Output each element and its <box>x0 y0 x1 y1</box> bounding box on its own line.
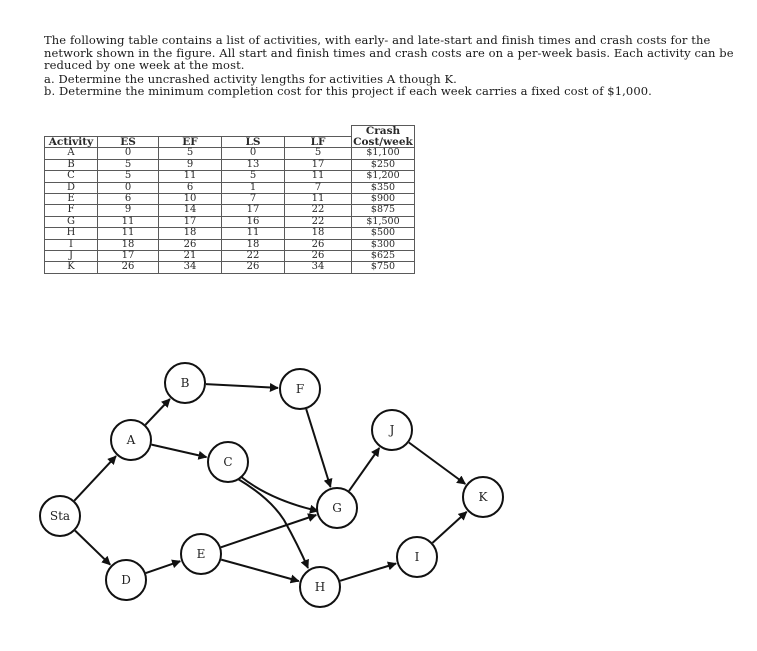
node-b <box>165 363 205 403</box>
table-cell: G <box>45 216 98 227</box>
table-cell: $625 <box>352 250 415 261</box>
table-cell: 1 <box>222 182 285 193</box>
table-cell: $1,500 <box>352 216 415 227</box>
col-header: Cost/week <box>353 135 413 148</box>
node-label: G <box>332 501 342 515</box>
table-cell: 11 <box>222 228 285 239</box>
node-label: C <box>223 455 233 469</box>
table-cell: 11 <box>159 171 222 182</box>
table-cell: $1,200 <box>352 171 415 182</box>
table-cell: 11 <box>98 228 159 239</box>
table-cell: C <box>45 171 98 182</box>
node-g <box>317 488 357 528</box>
table-cell: 0 <box>98 148 159 159</box>
table-cell: 22 <box>285 216 352 227</box>
part-a: a. Determine the uncrashed activity lengths for activities A though K. <box>44 71 457 86</box>
table-cell: D <box>45 182 98 193</box>
table-cell: 26 <box>159 239 222 250</box>
node-f <box>280 369 320 409</box>
table-cell: 18 <box>222 239 285 250</box>
table-cell: 16 <box>222 216 285 227</box>
table-cell: 34 <box>285 262 352 273</box>
table-cell: J <box>45 250 98 261</box>
edge-i-k <box>433 512 467 543</box>
edge-d-e <box>146 561 180 573</box>
col-header: Activity <box>45 136 98 147</box>
table-cell: 26 <box>98 262 159 273</box>
table-cell: 17 <box>222 205 285 216</box>
table-cell: 7 <box>285 182 352 193</box>
table-cell: 17 <box>285 159 352 170</box>
node-label: J <box>389 423 395 437</box>
table-cell: 9 <box>98 205 159 216</box>
edge-e-h <box>221 560 299 582</box>
table-cell: A <box>45 148 98 159</box>
table-cell: 11 <box>285 193 352 204</box>
crash-header: Crash <box>352 126 415 137</box>
table-cell: F <box>45 205 98 216</box>
node-label: A <box>126 433 136 447</box>
node-e <box>181 534 221 574</box>
table-cell: 0 <box>98 182 159 193</box>
table-cell: 17 <box>159 216 222 227</box>
table-cell: 26 <box>222 262 285 273</box>
table-cell: 13 <box>222 159 285 170</box>
table-cell: K <box>45 262 98 273</box>
node-sta <box>40 496 80 536</box>
edge-e-g <box>221 515 316 547</box>
node-label: E <box>196 547 206 561</box>
part-b: b. Determine the minimum completion cost for this project if each week carries a fixed cost of $1,000. <box>44 84 652 98</box>
table-cell: H <box>45 228 98 239</box>
table-cell: $350 <box>352 182 415 193</box>
edge-f-g <box>306 409 330 487</box>
node-h <box>300 567 340 607</box>
node-a <box>111 420 151 460</box>
table-cell: 18 <box>159 228 222 239</box>
edge-sta-a <box>74 456 116 501</box>
edge-a-c <box>152 445 207 458</box>
table-cell: 11 <box>285 171 352 182</box>
table-cell: 5 <box>98 159 159 170</box>
table-cell: 26 <box>285 250 352 261</box>
table-cell: 11 <box>98 216 159 227</box>
table-cell: $750 <box>352 262 415 273</box>
intro-line-3: reduced by one week at the most. <box>44 58 245 72</box>
edge-j-k <box>409 443 465 485</box>
col-header: EF <box>159 136 222 147</box>
table-cell: 18 <box>285 228 352 239</box>
node-label: F <box>295 382 305 396</box>
table-cell: 6 <box>159 182 222 193</box>
node-label: H <box>314 580 326 594</box>
table-cell: $875 <box>352 205 415 216</box>
table-cell: B <box>45 159 98 170</box>
table-cell: 34 <box>159 262 222 273</box>
table-cell: $1,100 <box>352 148 415 159</box>
edge-h-i <box>340 564 396 581</box>
edge-a-b <box>145 399 170 425</box>
table-cell: 22 <box>285 205 352 216</box>
edge-c-g <box>240 476 318 511</box>
edge-sta-d <box>75 531 110 565</box>
table-cell: $300 <box>352 239 415 250</box>
table-cell: 6 <box>98 193 159 204</box>
table-cell: 9 <box>159 159 222 170</box>
table-cell: 22 <box>222 250 285 261</box>
table-cell: 5 <box>98 171 159 182</box>
node-d <box>106 560 146 600</box>
table-cell: I <box>45 239 98 250</box>
node-c <box>208 442 248 482</box>
node-k <box>463 477 503 517</box>
table-cell: 26 <box>285 239 352 250</box>
col-header: LF <box>285 136 352 147</box>
table-cell: 17 <box>98 250 159 261</box>
edge-b-f <box>206 384 278 388</box>
node-label: D <box>121 573 131 587</box>
table-cell: 0 <box>222 148 285 159</box>
table-cell: 14 <box>159 205 222 216</box>
node-label: K <box>478 490 488 504</box>
node-j <box>372 410 412 450</box>
table-cell: 10 <box>159 193 222 204</box>
table-cell: 21 <box>159 250 222 261</box>
node-label: I <box>414 550 420 564</box>
table-cell: 5 <box>159 148 222 159</box>
intro-line-1: The following table contains a list of activities, with early- and late-start and finish times and crash costs for the <box>44 33 711 47</box>
node-label: Sta <box>49 509 71 523</box>
table-cell: E <box>45 193 98 204</box>
table-cell: 7 <box>222 193 285 204</box>
table-cell: $900 <box>352 193 415 204</box>
col-header: ES <box>98 136 159 147</box>
edge-g-j <box>349 448 379 491</box>
intro-line-2: network shown in the figure. All start and finish times and crash costs are on a per-week basis. Each activity can be <box>44 45 734 60</box>
node-label: B <box>180 376 190 390</box>
edge-c-h <box>238 479 308 568</box>
table-cell: 5 <box>222 171 285 182</box>
table-cell: $250 <box>352 159 415 170</box>
col-header: LS <box>222 136 285 147</box>
table-cell: 5 <box>285 148 352 159</box>
table-cell: $500 <box>352 228 415 239</box>
table-cell: 18 <box>98 239 159 250</box>
node-i <box>397 537 437 577</box>
